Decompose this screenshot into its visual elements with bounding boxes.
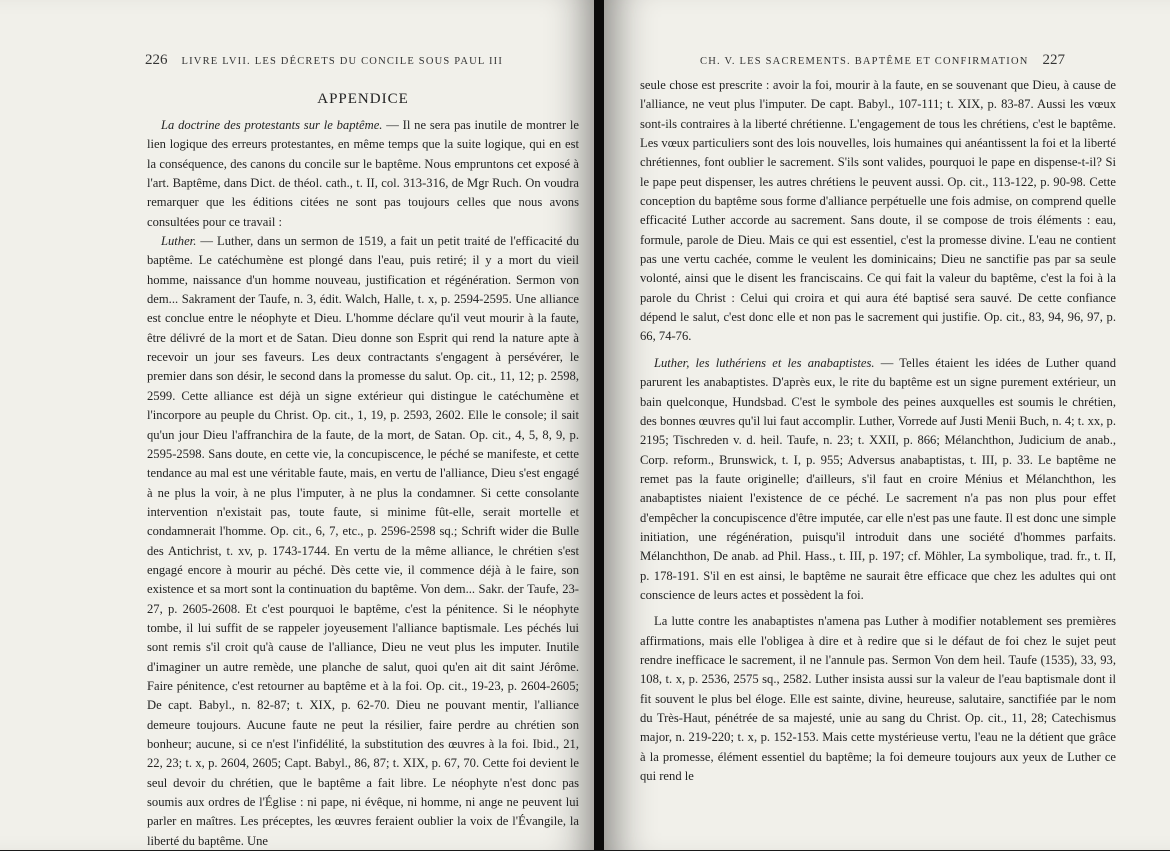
section-lead: La doctrine des protestants sur le baptême. (161, 118, 383, 132)
paragraph-text: seule chose est prescrite : avoir la foi, mourir à la faute, en se souvenant que Dieu, à cause de l'alliance, ne veut plus l'imputer. De capt. Babyl., 107-111; t. XIX, p. 83-87. Aussi les vœux sont-ils contraires à la liberté chrétienne. L'engagement de tous les chrétiens, c'est le baptême. Les vœux particuliers sont des lois nouvelles, lois humaines qui anéantissent la foi et la liberté chrétiennes, font oublier le sacrement. S'ils sont valides, pourquoi le pape en dispense-t-il? Si le pape peut dispenser, les autres chrétiens le peuvent aussi. Op. cit., 113-122, p. 90-98. Cette conception du baptême sous forme d'alliance perpétuelle une fois admise, on comprend quelle efficacité Luther accorde au sacrement. Sans doute, il se compose de trois éléments : eau, formule, parole de Dieu. Mais ce qui est essentiel, c'est la promesse divine. L'eau ne contient pas une vertu cachée, comme le veulent les dominicains; Dieu ne sanctifie pas par sa seule volonté, ainsi que le disent les franciscains. Ce qui fait la valeur du baptême, c'est la foi à la parole du Christ : Celui qui croira et qui aura été baptisé sera sauvé. De cette confiance dépend le salut, c'est donc elle et non pas le sacrement qui justifie. Op. cit., 83, 94, 96, 97, p. 66, 74-76. (640, 78, 1116, 344)
right-running-head (700, 52, 1065, 69)
paragraph-text: La lutte contre les anabaptistes n'amena pas Luther à modifier notablement ses premières affirmations, mais elle l'obligea à dire et à redire que si le défaut de foi chez le sujet peut rendre inefficace le sacrement, il ne l'annule pas. Sermon Von dem heil. Taufe (1535), 33, 93, 108, t. x, p. 2536, 2575 sq., 2582. Luther insista aussi sur la valeur de l'eau baptismale dont il fit souvent le plus bel éloge. Elle est sainte, divine, heureuse, salutaire, sanctifiée par le nom du Très-Haut, pénétrée de sa majesté, unie au sang du Christ. Op. cit., 11, 28; Catechismus major, n. 219-220; t. x, p. 152-153. Mais cette mystérieuse vertu, l'eau ne la détient que grâce à la promesse, élément essentiel du baptême; la foi demeure toujours aux yeux de Luther ce qui rend le (640, 614, 1116, 784)
right-page (604, 0, 1170, 850)
left-running-title: LIVRE LVII. LES DÉCRETS DU CONCILE SOUS PAUL III (181, 56, 504, 67)
left-running-head (145, 52, 503, 69)
paragraph (640, 612, 1116, 786)
section-lead: Luther, les luthériens et les anabaptistes. (654, 355, 875, 370)
right-page-number: 227 (1042, 52, 1066, 68)
paragraph (147, 116, 579, 232)
paragraph-text: — Telles étaient les idées de Luther quand parurent les anabaptistes. D'après eux, le rite du baptême est un signe purement extérieur, un bain quelconque, Hundsbad. C'est le symbole des peines auxquelles est soumis le chrétien, des bonnes œuvres qu'il lui faut accomplir. Luther, Vorrede auf Justi Menii Buch, n. 4; t. xx, p. 2195; Tischreden v. d. heil. Taufe, n. 23; t. XXII, p. 866; Mélanchthon, Judicium de anab., Corp. reform., Brunswick, t. I, p. 955; Adversus anabaptistas, t. III, p. 33. Le baptême ne remet pas la faute originelle; d'ailleurs, s'il faut en croire Ménius et Mélanchthon, les anabaptistes niaient l'existence de ce péché. Le sacrement n'a pas non plus pour effet d'empêcher la concupiscence d'être imputée, car elle n'est pas une faute. Il est donc une simple initiation, une régénération, puisqu'il introduit dans une société d'hommes parfaits. Mélanchthon, De anab. ad Phil. Hass., t. III, p. 197; cf. Möhler, La symbolique, trad. fr., t. II, p. 178-191. S'il en est ainsi, le baptême ne saurait être efficace que chez les adultes qui ont conscience de leurs actes et possèdent la foi. (640, 355, 1116, 602)
left-page-number: 226 (145, 52, 168, 68)
left-text-block (147, 88, 579, 851)
right-text-block (640, 76, 1116, 786)
paragraph (147, 232, 579, 851)
paragraph-text: — Il ne sera pas inutile de montrer le lien logique des erreurs protestantes, en même temps que la suite logique, qui en est la conséquence, des canons du concile sur le baptême. Nous empruntons cet exposé à l'art. Baptême, dans Dict. de théol. cath., t. II, col. 313-316, de Mgr Ruch. On voudra remarquer que les éditions citées ne sont pas toujours celles que nous avons consultées pour ce travail : (147, 118, 579, 229)
section-lead: Luther. (161, 234, 197, 249)
paragraph-text: — Luther, dans un sermon de 1519, a fait un petit traité de l'efficacité du baptême. Le catéchumène est plongé dans l'eau, puis retiré; il y a mort du vieil homme, naissance d'un homme nouveau, justification et régénération. Sermon von dem... Sakrament der Taufe, n. 3, édit. Walch, Halle, t. x, p. 2594-2595. Une alliance est conclue entre le néophyte et Dieu. L'homme déclare qu'il veut mourir à la faute, être délivré de la mort et de Satan. Dieu donne son Esprit qui rend la nature apte à recevoir un jour ses faveurs. Les deux contractants s'engagent à persévérer, le premier dans son désir, le second dans la promesse du salut. Op. cit., 11, 12; p. 2598, 2599. Cette alliance est déjà un signe extérieur qui distingue le catéchumène et l'incorpore au peuple du Christ. Op. cit., 1, 19, p. 2593, 2602. Elle le console; il sait qu'un jour Dieu l'affranchira de la faute, de la mort, de Satan. Op. cit., 4, 5, 8, 9, p. 2595-2598. Sans doute, en cette vie, la concupiscence, le péché se manifeste, et cette tendance au mal est une véritable faute, mais, en vertu de l'alliance, Dieu s'est engagé à ne plus la voir, à ne plus l'imputer, à ne plus la condamner. Si cette consolante intervention n'existait pas, toute faute, si minime fût-elle, serait mortelle et condamnerait l'homme. Op. cit., 6, 7, etc., p. 2596-2598 sq.; Schrift wider die Bulle des Antichrist, t. xv, p. 1743-1744. En vertu de la même alliance, le chrétien s'est engagé encore à mourir au péché. Dès cette vie, il commence déjà à le faire, son existence et sa mort sont la continuation du baptême. Von dem... Sakr. der Taufe, 23-27, p. 2605-2608. Et c'est pourquoi le baptême, c'est la pénitence. Si le néophyte tombe, il lui suffit de se rappeler joyeusement l'alliance baptismale. Les péchés lui sont remis s'il croit qu'à cause de l'alliance, Dieu ne veut plus les imputer. Inutile d'imaginer un autre remède, une planche de salut, quoi qu'en ait dit saint Jérôme. Faire pénitence, c'est retourner au baptême et à la foi. Op. cit., 19-23, p. 2604-2605; De capt. Babyl., n. 82-87; t. XIX, p. 62-70. Dieu ne pouvant mentir, l'alliance demeure toujours. Aucune faute ne peut la résilier, faire perdre au chrétien son bonheur; aucune, si ce n'est l'infidélité, la substitution des œuvres à la foi. Ibid., 21, 22, 23; t. x, p. 2604, 2605; Capt. Babyl., 86, 87; t. XIX, p. 67, 70. Cette foi devient le seul devoir du chrétien, que le baptême a fait libre. Le néophyte n'est donc pas soumis aux ordres de l'Église : ni pape, ni évêque, ni homme, ni ange ne peuvent lui parler en maîtres. Les préceptes, les œuvres feraient oublier la voix de l'Évangile, la liberté du baptême. Une (147, 234, 579, 848)
right-running-title: CH. V. LES SACREMENTS. BAPTÊME ET CONFIRMATION (700, 56, 1029, 67)
paragraph (640, 76, 1116, 347)
appendix-heading: APPENDICE (317, 91, 409, 107)
paragraph (640, 354, 1116, 605)
